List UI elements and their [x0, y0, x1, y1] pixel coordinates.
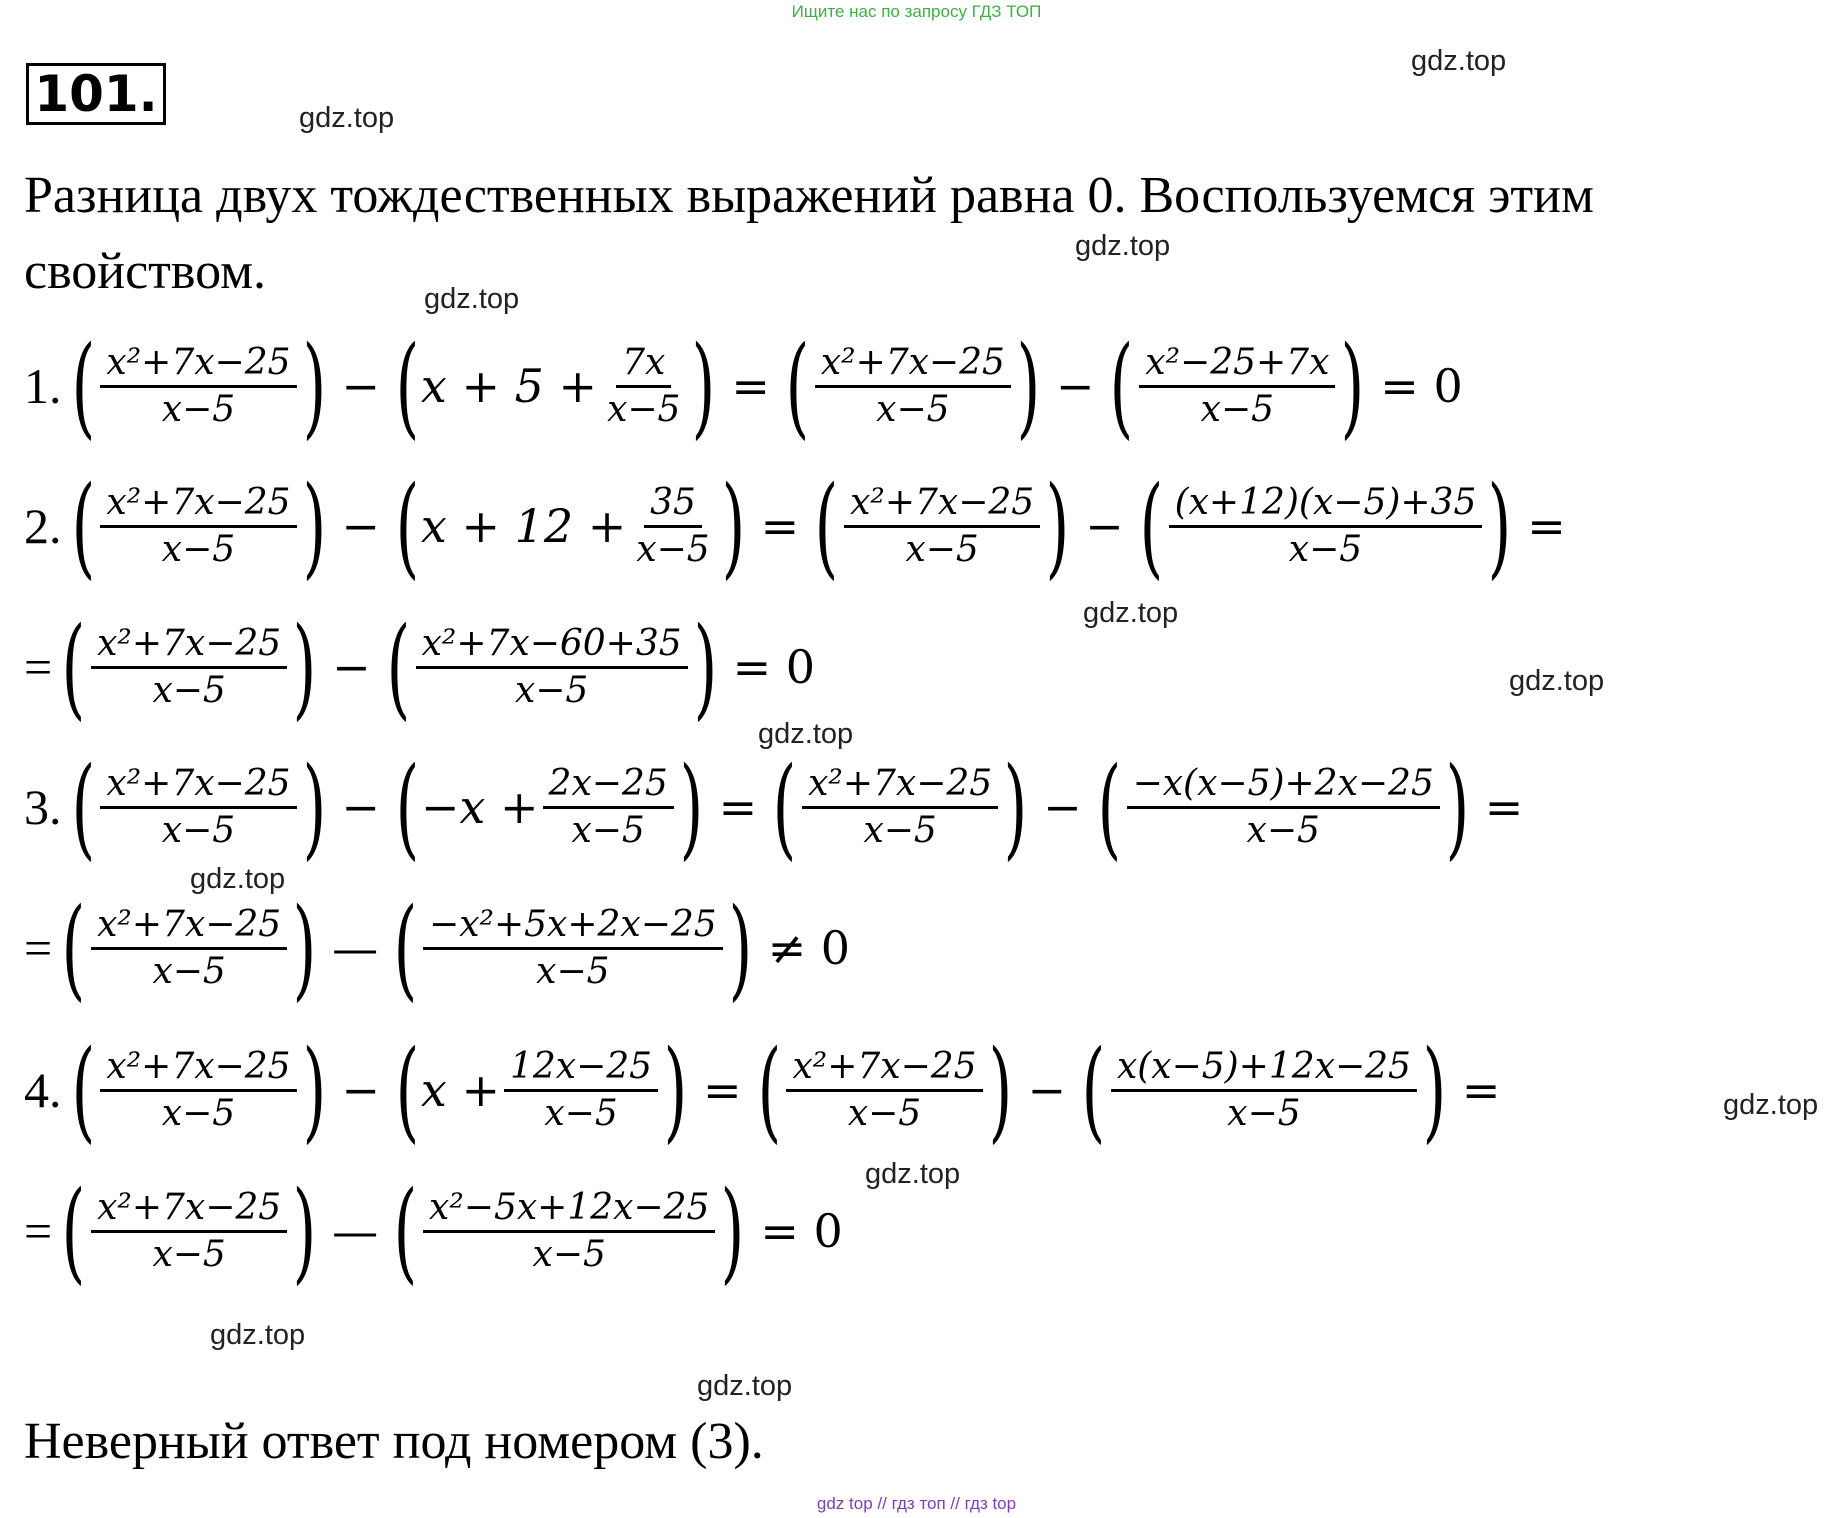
task-number: 101.: [26, 63, 166, 125]
fraction: $\frac{7x}{x-5}$: [607, 341, 681, 430]
operator: —: [332, 921, 379, 975]
fraction: $\frac{\text{x²+7x−25}}{x-5}$: [91, 1186, 287, 1277]
equation-label: 4.: [24, 1062, 62, 1118]
fraction: $\frac{\text{x²+7x−25}}{x-5}$: [91, 622, 287, 713]
paren-group: ( $\frac{\text{x²+7x−25}}{x-5}$ ): [61, 884, 317, 1012]
operator: −: [1055, 359, 1095, 413]
operator: =: [24, 1203, 53, 1259]
equation-label: 3.: [24, 779, 62, 835]
paren-group: ( $\frac{\text{x²+7x−25}}{x-5}$ ): [71, 1026, 326, 1154]
paren-group: ( $\frac{\text{x²+7x−25}}{x-5}$ ): [772, 743, 1028, 871]
paren-group: ( −x + $\frac{2x-25}{x-5}$ ): [395, 743, 703, 871]
fraction: $\frac{\text{x²+7x−25}}{x-5}$: [802, 762, 998, 853]
operator: −: [341, 359, 380, 413]
watermark: gdz.top: [1509, 665, 1605, 697]
operator: −: [341, 780, 380, 834]
answer-text: Неверный ответ под номером (3).: [24, 1413, 764, 1470]
paren-group: ( x + 5 + $\frac{7x}{x-5}$ ): [395, 322, 716, 450]
term: x +: [420, 1063, 500, 1117]
watermark: gdz.top: [424, 283, 520, 315]
paren-group: ( $\frac{\text{x²+7x−25}}{x-5}$ ): [71, 743, 326, 871]
paren-group: ( $\frac{\text{x²+7x−25}}{x-5}$ ): [71, 462, 326, 590]
fraction: $\frac{\text{x²−25+7x}}{x-5}$: [1139, 341, 1335, 432]
paren-group: ( $\frac{\text{x²+7x−25}}{x-5}$ ): [757, 1026, 1012, 1154]
watermark: gdz.top: [1075, 230, 1171, 262]
fraction: $\frac{\text{x²+7x−25}}{x-5}$: [844, 481, 1040, 572]
paren-group: ( $\frac{\text{x²−25+7x}}{x-5}$ ): [1110, 322, 1365, 450]
paren-group: ( $\frac{\text{x²+7x−25}}{x-5}$ ): [71, 322, 326, 450]
operator: —: [332, 1204, 379, 1258]
paren-group: ( $\frac{\text{x²−5x+12x−25}}{x-5}$ ): [393, 1167, 745, 1295]
fraction: $\frac{12x-25}{x-5}$: [504, 1045, 658, 1136]
result: ≠ 0: [767, 921, 851, 975]
term: −x +: [420, 780, 539, 834]
paren-group: ( x + 12 + $\frac{35}{x-5}$ ): [395, 462, 745, 590]
paren-group: ( $\frac{x(x-5)+12x-25}{x-5}$ ): [1081, 1026, 1447, 1154]
operator: =: [718, 780, 758, 834]
operator: =: [1461, 1063, 1501, 1117]
watermark: gdz.top: [758, 718, 854, 750]
operator: =: [731, 359, 770, 413]
bottom-banner: gdz top // гдз топ // гдз top: [816, 1494, 1017, 1513]
fraction: $\frac{\text{x²+7x−25}}{x-5}$: [91, 903, 287, 994]
operator: −: [341, 499, 380, 553]
paren-group: ( $\frac{\text{x²+7x−25}}{x-5}$ ): [814, 462, 1070, 590]
operator: =: [760, 499, 800, 553]
paren-group: ( $\frac{-x(x-5)+2x-25}{x-5}$ ): [1097, 743, 1470, 871]
equation-label: 2.: [24, 498, 62, 554]
fraction: $\frac{35}{x-5}$: [636, 481, 710, 570]
fraction: $\frac{\text{x²+7x−25}}{x-5}$: [100, 341, 296, 432]
equation-3-continued: [24, 884, 864, 1012]
operator: =: [703, 1063, 742, 1117]
watermark: gdz.top: [1083, 597, 1179, 629]
result: = 0: [732, 640, 816, 694]
equation-2: [24, 462, 1580, 590]
equation-4: [24, 1026, 1514, 1154]
watermark: gdz.top: [1411, 45, 1507, 77]
fraction: $\frac{\text{x²+7x−25}}{x-5}$: [786, 1045, 982, 1136]
equation-1: [24, 322, 1477, 450]
fraction: $\frac{2x-25}{x-5}$: [543, 762, 674, 853]
operator: −: [341, 1063, 380, 1117]
term: x + 12 +: [420, 499, 627, 553]
operator: =: [1484, 780, 1524, 834]
paren-group: ( $\frac{(x+12)(x-5)+35}{x-5}$ ): [1139, 462, 1512, 590]
watermark: gdz.top: [697, 1370, 793, 1402]
operator: −: [332, 640, 371, 694]
term: x + 5 +: [420, 359, 598, 413]
equation-3: [24, 743, 1537, 871]
watermark: gdz.top: [190, 863, 286, 895]
fraction: $\frac{\text{x²+7x−60+35}}{x-5}$: [416, 622, 688, 713]
paren-group: ( $\frac{\text{x²+7x−25}}{x-5}$ ): [61, 1167, 317, 1295]
operator: =: [24, 920, 53, 976]
fraction: $\frac{x(x-5)+12x-25}{x-5}$: [1111, 1045, 1417, 1136]
watermark: gdz.top: [210, 1319, 306, 1351]
operator: −: [1085, 499, 1124, 553]
fraction: $\frac{\text{x²+7x−25}}{x-5}$: [100, 762, 296, 853]
equation-4-continued: [24, 1167, 857, 1295]
equation-label: 1.: [24, 358, 62, 414]
equation-2-continued: [24, 603, 829, 731]
result: = 0: [760, 1204, 843, 1258]
intro-paragraph: Разница двух тождественных выражений равна 0. Воспользуемся этим свойством.: [24, 167, 1594, 300]
watermark: gdz.top: [865, 1158, 961, 1190]
fraction: $\frac{-x(x-5)+2x-25}{x-5}$: [1127, 762, 1440, 853]
fraction: $\frac{\text{x²−5x+12x−25}}{x-5}$: [423, 1186, 715, 1277]
top-banner: Ищите нас по запросу ГДЗ ТОП: [791, 2, 1042, 21]
paren-group: ( $\frac{\text{−x²+5x+2x−25}}{x-5}$ ): [393, 884, 752, 1012]
fraction: $\frac{\text{−x²+5x+2x−25}}{x-5}$: [423, 903, 723, 994]
paren-group: ( $\frac{\text{x²+7x−25}}{x-5}$ ): [61, 603, 317, 731]
fraction: $\frac{\text{x²+7x−25}}{x-5}$: [100, 481, 296, 572]
paren-group: ( $\frac{\text{x²+7x−60+35}}{x-5}$ ): [386, 603, 717, 731]
fraction: $\frac{\text{x²+7x−25}}{x-5}$: [815, 341, 1011, 432]
fraction: $\frac{(x+12)(x-5)+35}{x-5}$: [1169, 481, 1483, 572]
paren-group: ( x + $\frac{12x-25}{x-5}$ ): [395, 1026, 688, 1154]
watermark: gdz.top: [299, 102, 395, 134]
operator: −: [1043, 780, 1082, 834]
paren-group: ( $\frac{\text{x²+7x−25}}{x-5}$ ): [785, 322, 1041, 450]
operator: −: [1027, 1063, 1067, 1117]
watermark: gdz.top: [1723, 1089, 1819, 1121]
result: = 0: [1380, 359, 1463, 413]
operator: =: [1527, 499, 1566, 553]
operator: =: [24, 639, 53, 695]
fraction: $\frac{\text{x²+7x−25}}{x-5}$: [100, 1045, 296, 1136]
